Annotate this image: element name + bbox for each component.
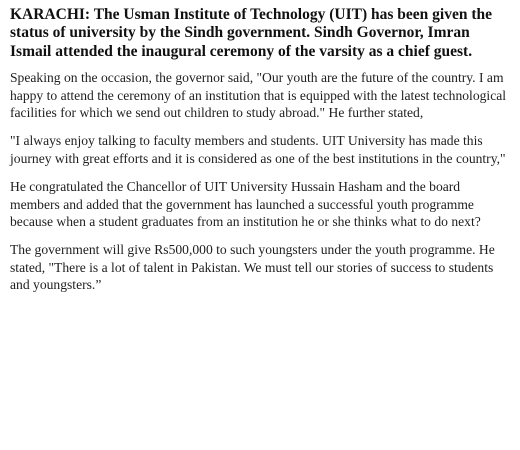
article-lead-text: The Usman Institute of Technology (UIT) has been given the status of university by the Sindh government. Sindh Governor, Imran Ismail attended the inaugural ceremony of the varsity as a chief guest. [10, 6, 492, 60]
article-lead [10, 6, 510, 61]
article-paragraph-3: He congratulated the Chancellor of UIT University Hussain Hasham and the board members and added that the government has launched a successful youth programme because when a student graduates from an institution he or she thinks what to do next? [10, 179, 481, 230]
article-dateline: KARACHI: [10, 6, 91, 23]
article-paragraph-2: "I always enjoy talking to faculty members and students. UIT University has made this journey with great efforts and it is considered as one of the best institutions in the country," [10, 133, 506, 166]
article-paragraph-1: Speaking on the occasion, the governor said, "Our youth are the future of the country. I am happy to attend the ceremony of an institution that is equipped with the latest technological facilities for which we send out children to study abroad." He further stated, [10, 70, 507, 121]
article-paragraph-4: The government will give Rs500,000 to such youngsters under the youth programme. He stated, "There is a lot of talent in Pakistan. We must tell our stories of success to students and youngsters.” [10, 242, 495, 293]
